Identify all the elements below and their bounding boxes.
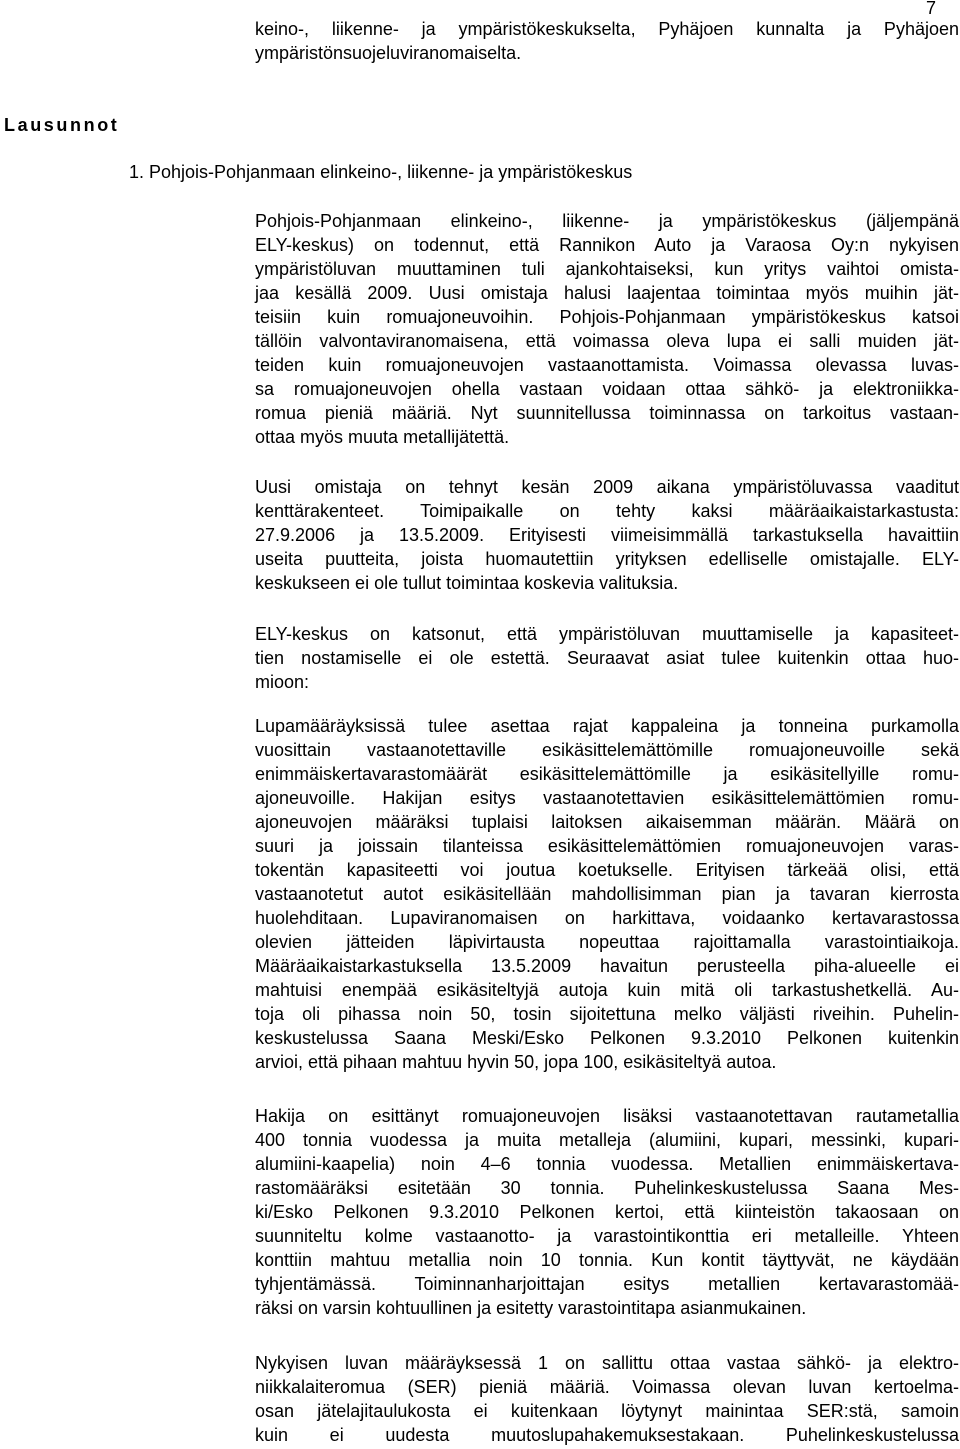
text-line: toja oli pihassa noin 50, tosin sijoitettuna melko väljästi riveihin. Puhelin- — [255, 1004, 959, 1024]
text-line: Hakija on esittänyt romuajoneuvojen lisäksi vastaanotettavan rautametallia — [255, 1106, 959, 1126]
text-line: 27.9.2006 ja 13.5.2009. Erityisesti viimeisimmällä tarkastuksella havaittiin — [255, 525, 959, 545]
text-line: keskustelussa Saana Meski/Esko Pelkonen 9.3.2010 Pelkonen kuitenkin — [255, 1028, 959, 1048]
text-line: tokentän kapasiteetti voi joutua koetukselle. Erityisen tärkeää olisi, että — [255, 860, 959, 880]
text-line: Uusi omistaja on tehnyt kesän 2009 aikana ympäristöluvassa vaaditut — [255, 477, 959, 497]
text-line: huolehditaan. Lupaviranomaisen on harkittava, voidaanko kertavarastossa — [255, 908, 959, 928]
section-heading: Lausunnot — [4, 115, 120, 135]
text-line: ELY-keskus on katsonut, että ympäristöluvan muuttamiselle ja kapasiteet- — [255, 624, 959, 644]
text-line: niikkalaiteromua (SER) pieniä määriä. Voimassa olevan luvan kertoelma- — [255, 1377, 959, 1397]
text-line: räksi on varsin kohtuullinen ja esitetty varastointitapa asianmukainen. — [255, 1298, 807, 1318]
text-line: suunniteltu kolme vastaanotto- ja varastointikonttia eri metalleille. Yhteen — [255, 1226, 959, 1246]
text-line: Lupamääräyksissä tulee asettaa rajat kappaleina ja tonneina purkamolla — [255, 716, 959, 736]
text-line: keskukseen ei ole tullut toimintaa koskevia valituksia. — [255, 573, 679, 593]
text-line: ottaa myös muuta metallijätettä. — [255, 427, 510, 447]
text-line: vastaanotetut autot esikäsitellään mahdollisimman pian ja tavaran kierrosta — [255, 884, 959, 904]
text-line: tyhjentämässä. Toiminnanharjoittajan esitys metallien kertavarastomää- — [255, 1274, 959, 1294]
text-line: tällöin valvontaviranomaisena, että voimassa oleva lupa ei salli muiden jät- — [255, 331, 959, 351]
text-line: teisiin kuin romuajoneuvoihin. Pohjois-Pohjanmaan ympäristökeskus katsoi — [255, 307, 959, 327]
text-line: Pohjois-Pohjanmaan elinkeino-, liikenne- ja ympäristökeskus (jäljempänä — [255, 211, 959, 231]
text-line: mioon: — [255, 672, 310, 692]
text-line: romua pieniä määriä. Nyt suunnitellussa toiminnassa on tarkoitus vastaan- — [255, 403, 959, 423]
text-line: enimmäiskertavarastomäärät esikäsittelemättömille ja esikäsitellyille romu- — [255, 764, 959, 784]
text-line: mahtuisi enempää esikäsiteltyjä autoja kuin mitä oli tarkastushetkellä. Au- — [255, 980, 959, 1000]
text-line: teiden kuin romuajoneuvojen vastaanottamista. Voimassa olevassa luvas- — [255, 355, 959, 375]
text-line: ajoneuvoille. Hakijan esitys vastaanotettavien esikäsittelemättömien romu- — [255, 788, 959, 808]
text-line: keino-, liikenne- ja ympäristökeskukselta, Pyhäjoen kunnalta ja Pyhäjoen — [255, 19, 959, 39]
text-line: rastomääräksi esitetään 30 tonnia. Puhelinkeskustelussa Saana Mes- — [255, 1178, 959, 1198]
text-line: vuosittain vastaanotettaville esikäsittelemättömille romuajoneuvoille sekä — [255, 740, 959, 760]
text-line: alumiini-kaapelia) noin 4–6 tonnia vuodessa. Metallien enimmäiskertava- — [255, 1154, 959, 1174]
text-line: ELY-keskus) on todennut, että Rannikon Auto ja Varaosa Oy:n nykyisen — [255, 235, 959, 255]
text-line: kenttärakenteet. Toimipaikalle on tehty kaksi määräaikaistarkastusta: — [255, 501, 959, 521]
text-line: olevien jätteiden läpivirtausta nopeuttaa rajoittamalla varastointiaikoja. — [255, 932, 959, 952]
text-line: suuri ja joissain tilanteissa esikäsittelemättömien romuajoneuvojen varas- — [255, 836, 959, 856]
text-line: konttiin mahtuu metallia noin 10 tonnia. Kun kontit täyttyvät, ne käydään — [255, 1250, 959, 1270]
text-line: 400 tonnia vuodessa ja muita metalleja (alumiini, kupari, messinki, kupari- — [255, 1130, 959, 1150]
text-line: useita puutteita, joista huomautettiin yrityksen edelliselle omistajalle. ELY- — [255, 549, 959, 569]
text-line: Nykyisen luvan määräyksessä 1 on sallittu ottaa vastaa sähkö- ja elektro- — [255, 1353, 959, 1373]
text-line: kuin ei uudesta muutoslupahakemuksestakaan. Puhelinkeskustelussa — [255, 1425, 959, 1445]
text-line: ympäristönsuojeluviranomaiselta. — [255, 43, 522, 63]
text-line: ympäristöluvan muuttaminen tuli ajankohtaiseksi, kun yritys vaihtoi omista- — [255, 259, 959, 279]
text-line: arvioi, että pihaan mahtuu hyvin 50, jopa 100, esikäsiteltyä autoa. — [255, 1052, 777, 1072]
text-line: ajoneuvojen määräksi tuplaisi laitoksen aikaisemman määrän. Määrä on — [255, 812, 959, 832]
text-line: sa romuajoneuvojen ohella vastaan voidaan ottaa sähkö- ja elektroniikka- — [255, 379, 959, 399]
text-line: tien nostamiselle ei ole estettä. Seuraavat asiat tulee kuitenkin ottaa huo- — [255, 648, 959, 668]
text-line: jaa kesällä 2009. Uusi omistaja halusi laajentaa toimintaa myös muihin jät- — [255, 283, 959, 303]
text-line: osan jätelajitaulukosta ei kuitenkaan löytynyt mainintaa SER:stä, samoin — [255, 1401, 959, 1421]
text-line: Määräaikaistarkastuksella 13.5.2009 havaitun perusteella piha-alueelle ei — [255, 956, 959, 976]
section-title: 1. Pohjois-Pohjanmaan elinkeino-, liikenne- ja ympäristökeskus — [129, 162, 633, 182]
text-line: ki/Esko Pelkonen 9.3.2010 Pelkonen kertoi, että kiinteistön takaosaan on — [255, 1202, 959, 1222]
page-number: 7 — [925, 0, 936, 18]
